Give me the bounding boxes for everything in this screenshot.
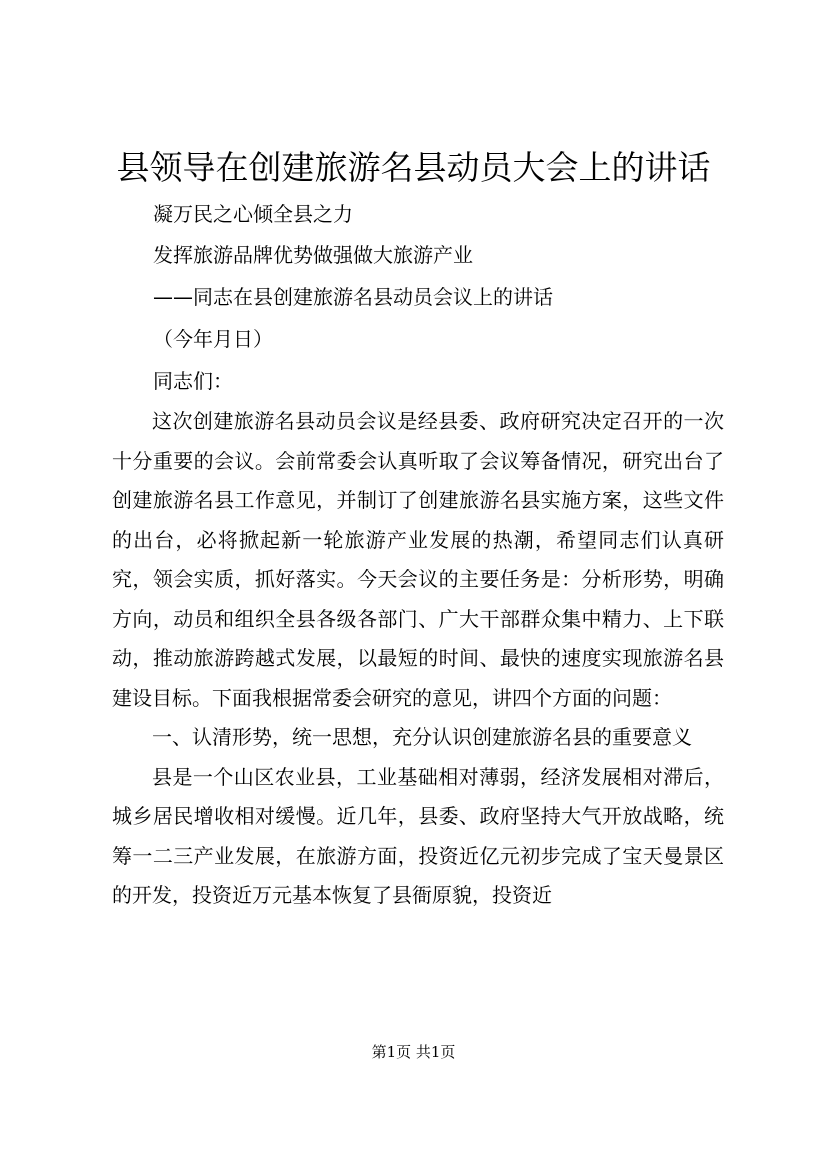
slogan-line-2: 发挥旅游品牌优势做强做大旅游产业 [153,243,473,267]
speech-attribution: ——同志在县创建旅游名县动员会议上的讲话 [153,285,553,309]
slogan-line-1: 凝万民之心倾全县之力 [153,202,353,226]
speech-date: （今年月日） [153,327,273,351]
body-paragraph-intro: 这次创建旅游名县动员会议是经县委、政府研究决定召开的一次十分重要的会议。会前常委会认真听取了会议筹备情况，研究出台了创建旅游名县工作意见，并制订了创建旅游名县实施方案，这些文件的出台，必将掀起新一轮旅游产业发展的热潮，希望同志们认真研究，领会实质，抓好落实。今天会议的主要任务是：分析形势，明确方向，动员和组织全县各级各部门、广大干部群众集中精力、上下联动，推动旅游跨越式发展，以最短的时间、最快的速度实现旅游名县建设目标。下面我根据常委会研究的意见，讲四个方面的问题： [112,409,724,710]
page-footer: 第1页 共1页 [371,1043,456,1061]
section-heading-1: 一、认清形势，统一思想，充分认识创建旅游名县的重要意义 [152,725,692,749]
salutation: 同志们： [153,369,233,393]
document-body [112,402,724,916]
document-title: 县领导在创建旅游名县动员大会上的讲话 [116,148,711,187]
body-paragraph-county: 县是一个山区农业县，工业基础相对薄弱，经济发展相对滞后，城乡居民增收相对缓慢。近几年，县委、政府坚持大气开放战略，统筹一二三产业发展，在旅游方面，投资近亿元初步完成了宝天曼景区的开发，投资近万元基本恢复了县衙原貌，投资近 [112,764,724,907]
